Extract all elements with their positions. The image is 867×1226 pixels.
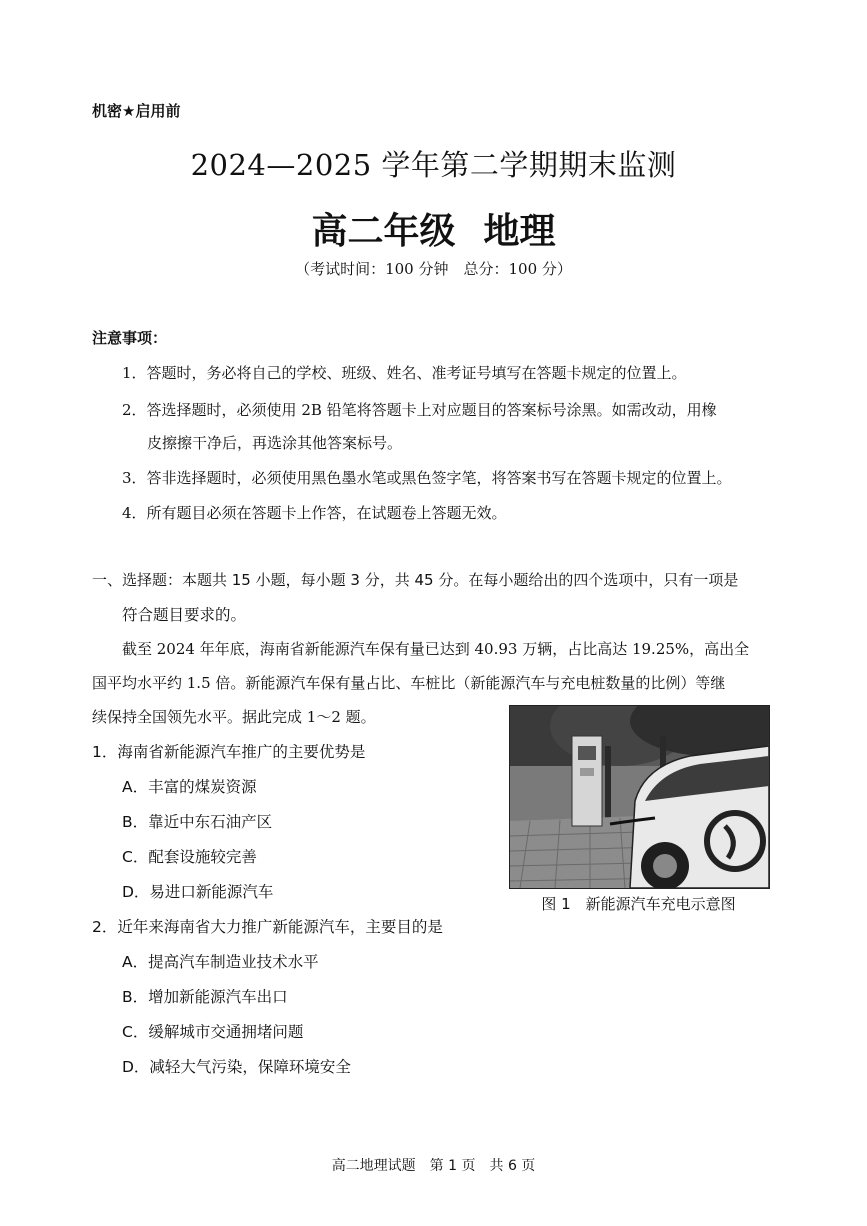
question-2-option-b: B．增加新能源汽车出口: [122, 988, 288, 1006]
section-heading: 一、选择题：本题共 15 小题，每小题 3 分，共 45 分。在每小题给出的四个选项中，只有一项是: [92, 571, 739, 589]
question-2-option-a: A．提高汽车制造业技术水平: [122, 953, 319, 971]
question-1-option-a: A．丰富的煤炭资源: [122, 778, 257, 796]
confidential-label: 机密★启用前: [92, 102, 181, 120]
question-1-option-d: D．易进口新能源汽车: [122, 883, 274, 901]
notice-item-1: 1．答题时，务必将自己的学校、班级、姓名、准考证号填写在答题卡规定的位置上。: [122, 364, 687, 382]
page-footer: 高二地理试题 第 1 页 共 6 页: [331, 1158, 536, 1174]
ev-charging-illustration: [510, 706, 769, 888]
passage-line-2: 国平均水平约 1.5 倍。新能源汽车保有量占比、车桩比（新能源汽车与充电桩数量的比例）等继: [92, 674, 726, 692]
question-2-option-c: C．缓解城市交通拥堵问题: [122, 1023, 304, 1041]
notice-item-2: 2．答选择题时，必须使用 2B 铅笔将答题卡上对应题目的答案标号涂黑。如需改动，用橡: [122, 401, 717, 419]
section-heading-cont: 符合题目要求的。: [122, 606, 247, 624]
question-2-option-d: D．减轻大气污染，保障环境安全: [122, 1058, 351, 1076]
question-1-option-b: B．靠近中东石油产区: [122, 813, 273, 831]
passage-line-1: 截至 2024 年年底，海南省新能源汽车保有量已达到 40.93 万辆，占比高达 19.25%，高出全: [122, 640, 750, 658]
exam-title: 2024—2025 学年第二学期期末监测: [190, 148, 677, 182]
notice-item-2-cont: 皮擦擦干净后，再选涂其他答案标号。: [147, 434, 403, 452]
notice-item-4: 4．所有题目必须在答题卡上作答，在试题卷上答题无效。: [122, 504, 507, 522]
figure-caption: 图 1 新能源汽车充电示意图: [541, 895, 736, 913]
question-1-option-c: C．配套设施较完善: [122, 848, 257, 866]
figure-ev-charging-photo: [509, 705, 770, 889]
notice-item-3: 3．答非选择题时，必须使用黑色墨水笔或黑色签字笔，将答案书写在答题卡规定的位置上。: [122, 469, 732, 487]
question-2-stem: 2．近年来海南省大力推广新能源汽车，主要目的是: [92, 918, 443, 936]
notice-heading: 注意事项：: [92, 329, 168, 347]
exam-subtitle: [0, 203, 867, 254]
exam-time-info: （考试时间：100 分钟 总分：100 分）: [295, 260, 572, 278]
question-1-stem: 1．海南省新能源汽车推广的主要优势是: [92, 743, 366, 761]
grade-label: 高二年级: [311, 211, 456, 252]
passage-line-3: 续保持全国领先水平。据此完成 1～2 题。: [92, 708, 376, 726]
subject-label: 地理: [483, 211, 556, 252]
